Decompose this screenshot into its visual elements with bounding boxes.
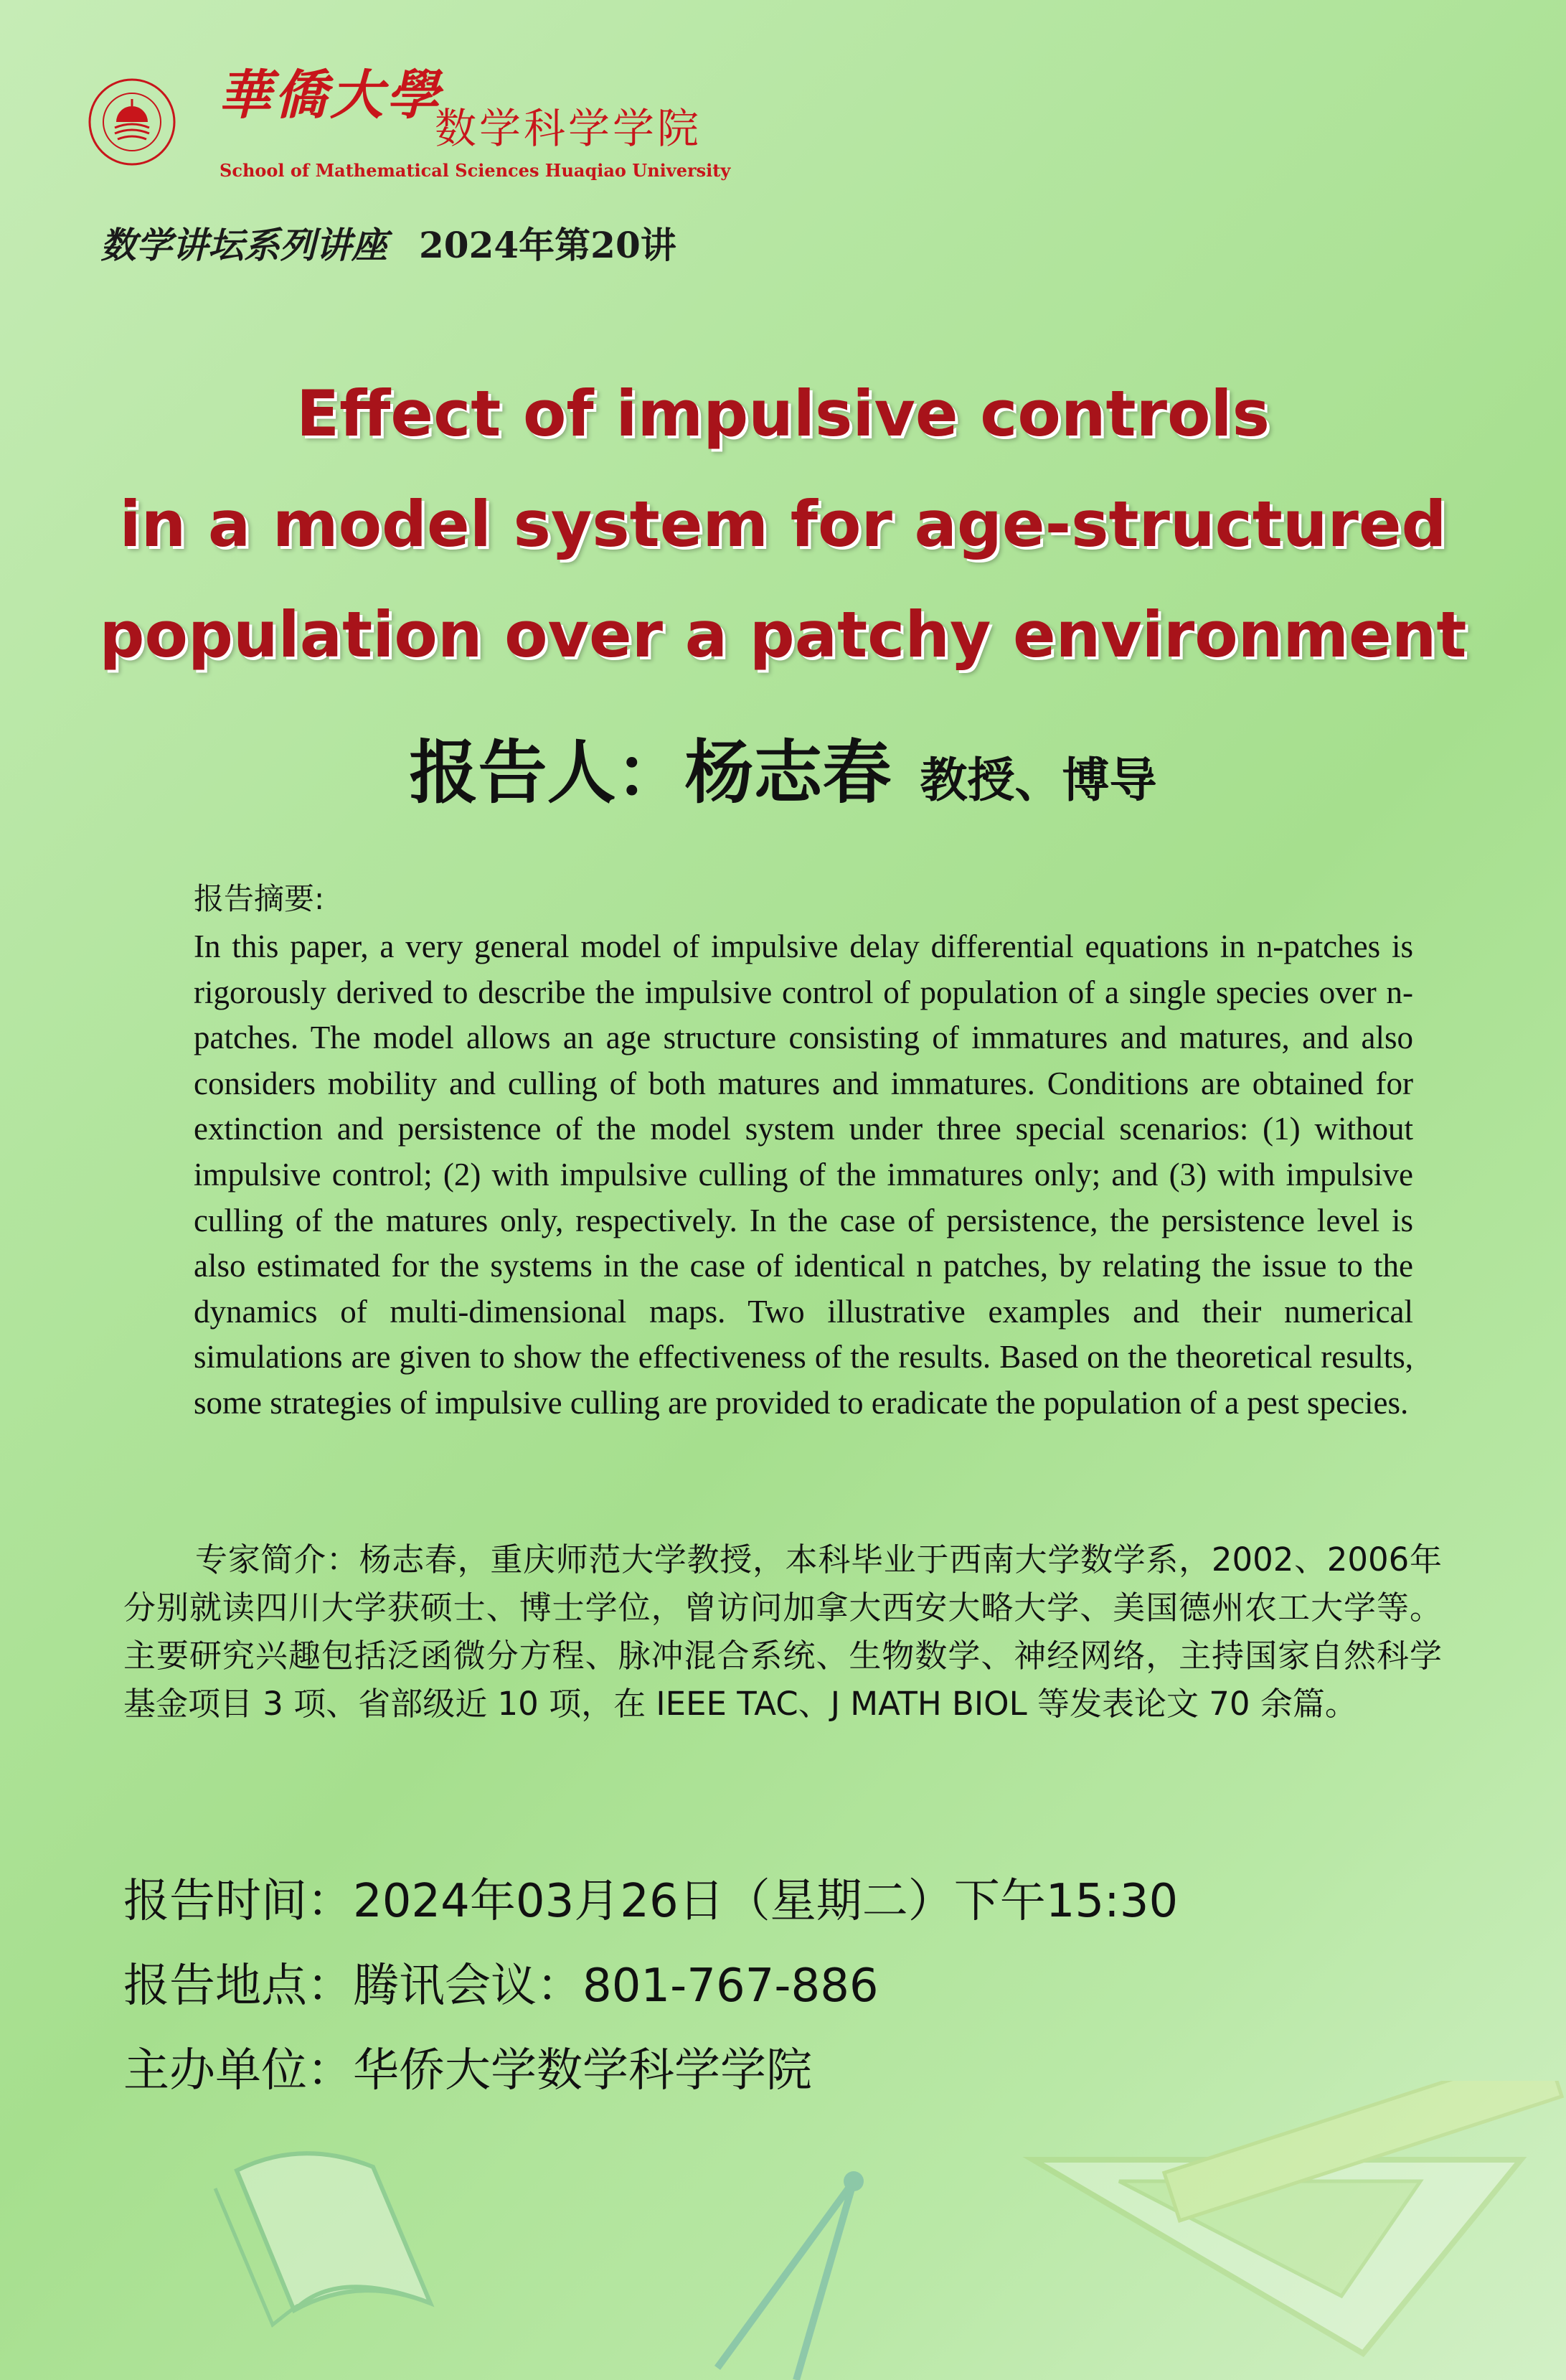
lecture-series (100, 224, 676, 267)
decorative-background-illustration (0, 2081, 1566, 2380)
title-line-1: Effect of impulsive controls (296, 377, 1270, 451)
talk-title (0, 359, 1566, 690)
school-name-en: School of Mathematical Sciences Huaqiao University (220, 160, 731, 181)
title-line-3: population over a patchy environment (99, 598, 1467, 672)
speaker-bio (123, 1535, 1442, 1728)
organizer: 主办单位：华侨大学数学科学学院 (123, 2044, 812, 2097)
speaker (0, 732, 1566, 814)
bio-text: 专家简介：杨志春，重庆师范大学教授，本科毕业于西南大学数学系，2002、2006年分别就读四川大学获硕士、博士学位，曾访问加拿大西安大略大学、美国德州农工大学等。主要研究兴趣包括泛函微分方程、脉冲混合系统、生物数学、神经网络，主持国家自然科学基金项目 3 项、省部级近 10 项，在 IEEE TAC、J MATH BIOL 等发表论文 70 余篇。 (123, 1541, 1442, 1723)
speaker-name: 报告人：杨志春 (409, 733, 892, 813)
series-name: 数学讲坛系列讲座 (100, 225, 387, 266)
university-seal-icon (88, 77, 176, 166)
university-name-cn: 華僑大學 (218, 65, 442, 126)
compass-icon (717, 2171, 864, 2380)
open-book-icon (215, 2153, 430, 2325)
series-issue: 2024年第20讲 (419, 224, 676, 266)
set-square-icon (1033, 2081, 1562, 2353)
abstract-text: In this paper, a very general model of impulsive delay differential equations in n-patches is rigorously derived to describe the impulsive control of population of a single species over n-patches. The model allows an age structure consisting of immatures and matures, and also considers mobility and culling of both matures and immatures. Conditions are obtained for extinction and persistence of the model system under three special scenarios: (1) without impulsive control; (2) with impulsive culling of the immatures only; and (3) with impulsive culling of the matures only, respectively. In the case of persistence, the persistence level is also estimated for the systems in the case of identical n patches, by relating the issue to the dynamics of multi-dimensional maps. Two illustrative examples and their numerical simulations are given to show the effectiveness of the results. Based on the theoretical results, some strategies of impulsive culling are provided to eradicate the population of a pest species. (194, 928, 1413, 1421)
speaker-title: 教授、博导 (920, 753, 1157, 808)
title-line-2: in a model system for age-structured (119, 487, 1447, 561)
school-name-cn: 数学科学学院 (435, 104, 702, 153)
talk-time: 报告时间：2024年03月26日（星期二）下午15:30 (123, 1875, 1179, 1928)
abstract-label: 报告摘要: (194, 881, 325, 916)
talk-location: 报告地点：腾讯会议：801-767-886 (123, 1960, 879, 2013)
